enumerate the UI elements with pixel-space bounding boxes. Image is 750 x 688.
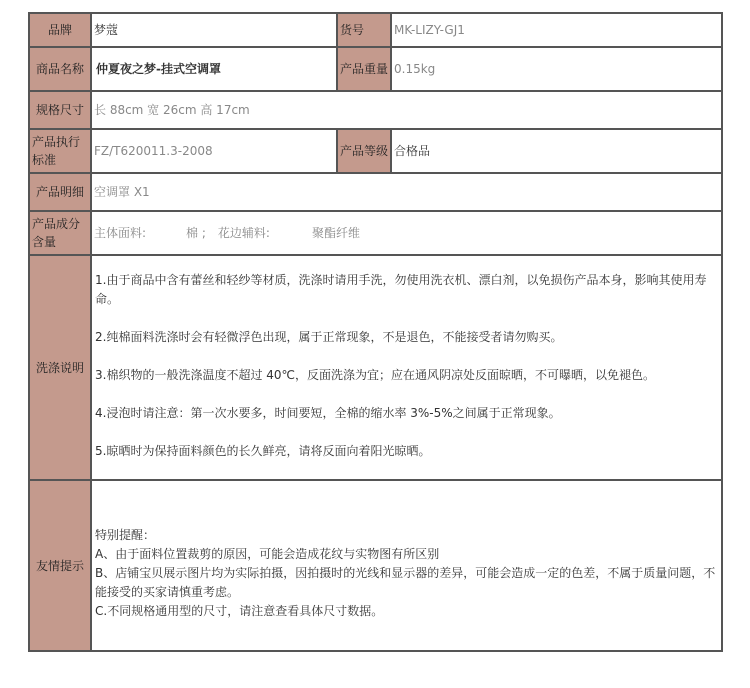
sku-value: MK-LIZY-GJ1 (391, 13, 722, 47)
wash-label: 洗涤说明 (29, 255, 91, 480)
wash-item: 3.棉织物的一般洗涤温度不超过 40℃，反面洗涤为宜；应在通风阴凉处反面晾晒，不可曝晒，以免褪色。 (95, 368, 656, 382)
size-label: 规格尺寸 (29, 91, 91, 129)
weight-value: 0.15kg (391, 47, 722, 91)
wash-item: 1.由于商品中含有蕾丝和轻纱等材质，洗涤时请用手洗，勿使用洗衣机、漂白剂，以免损伤产品本身，影响其使用寿命。 (95, 273, 707, 306)
notice-item: A、由于面料位置裁剪的原因，可能会造成花纹与实物图有所区别 (95, 547, 440, 561)
product-name-value: 仲夏夜之梦-挂式空调罩 (91, 47, 337, 91)
notice-label: 友情提示 (29, 480, 91, 651)
detail-value: 空调罩 X1 (91, 173, 722, 211)
size-value: 长 88cm 宽 26cm 高 17cm (91, 91, 722, 129)
standard-label: 产品执行标准 (29, 129, 91, 173)
product-name-label: 商品名称 (29, 47, 91, 91)
standard-value: FZ/T620011.3-2008 (91, 129, 337, 173)
wash-item: 4.浸泡时请注意：第一次水要多，时间要短，全棉的缩水率 3%-5%之间属于正常现象。 (95, 406, 561, 420)
composition-trim: 花边辅料: (217, 226, 270, 240)
grade-label: 产品等级 (337, 129, 391, 173)
notice-content (91, 480, 722, 651)
wash-item: 5.晾晒时为保持面料颜色的长久鲜亮，请将反面向着阳光晾晒。 (95, 444, 431, 458)
notice-item: B、店铺宝贝展示图片均为实际拍摄，因拍摄时的光线和显示器的差异，可能会造成一定的色差，不属于质量问题，不能接受的买家请慎重考虑。 (95, 566, 716, 599)
composition-trim-value: 聚酯纤维 (311, 226, 360, 240)
brand-value: 梦蔻 (91, 13, 337, 47)
composition-main: 主体面料: (94, 226, 147, 240)
sku-label: 货号 (337, 13, 391, 47)
composition-main-value: 棉 ; (186, 226, 206, 240)
detail-label: 产品明细 (29, 173, 91, 211)
brand-label: 品牌 (29, 13, 91, 47)
wash-instructions (91, 255, 722, 480)
wash-item: 2.纯棉面料洗涤时会有轻微浮色出现，属于正常现象，不是退色，不能接受者请勿购买。 (95, 330, 563, 344)
weight-label: 产品重量 (337, 47, 391, 91)
notice-title: 特别提醒： (95, 528, 156, 542)
product-info-table (28, 12, 723, 652)
grade-value: 合格品 (391, 129, 722, 173)
composition-value (91, 211, 722, 255)
notice-item: C.不同规格通用型的尺寸，请注意查看具体尺寸数据。 (95, 604, 384, 618)
composition-label: 产品成分含量 (29, 211, 91, 255)
